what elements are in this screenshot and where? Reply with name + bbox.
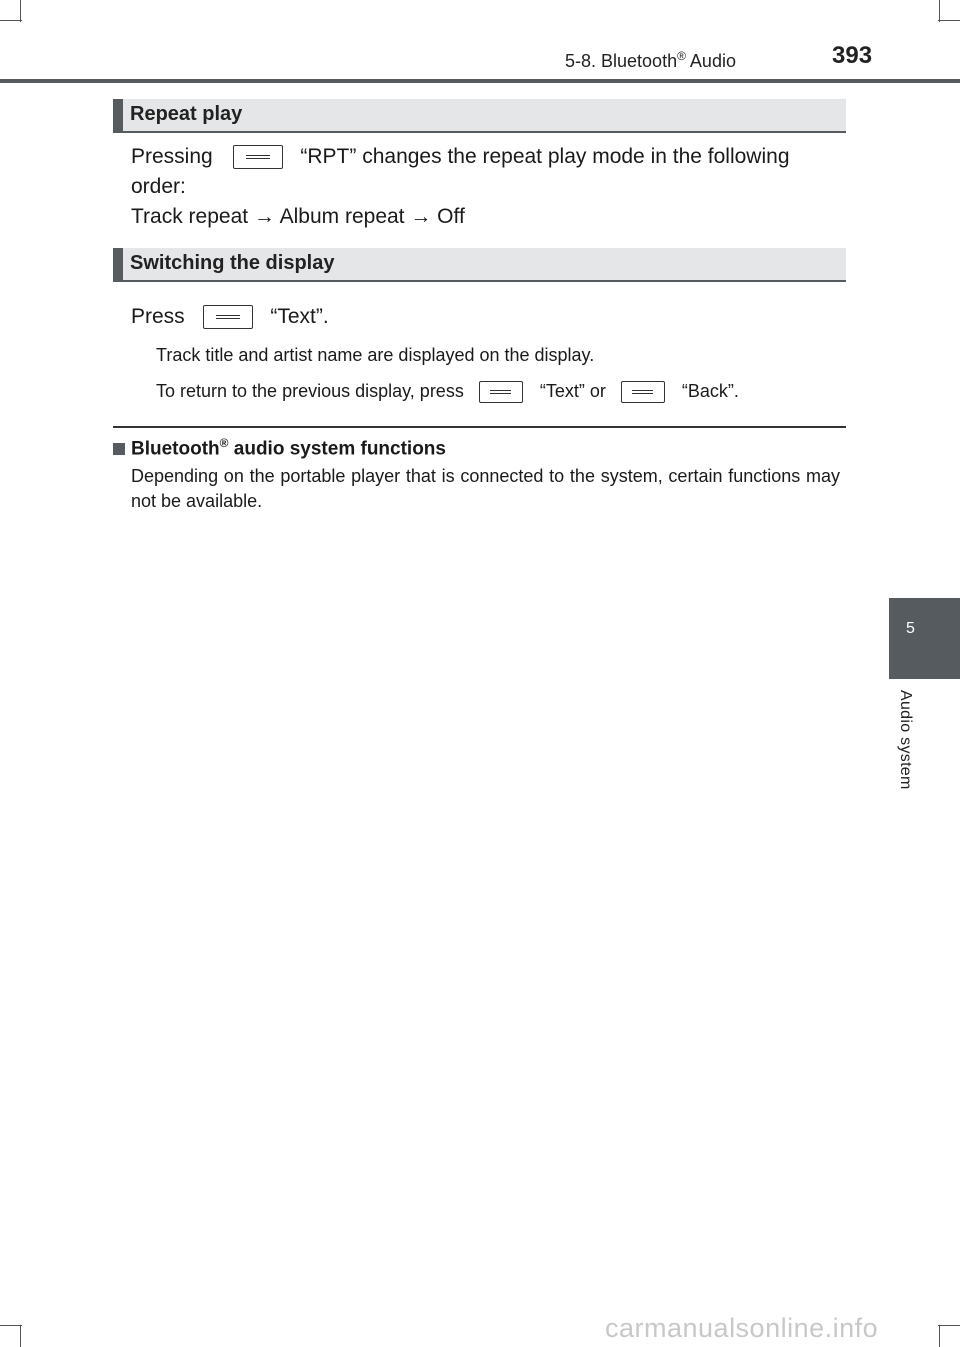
chapter-tab: [889, 598, 960, 679]
crop-mark: [939, 0, 940, 22]
screen-button-icon: [479, 381, 523, 403]
chapter-label: Audio system: [897, 690, 914, 790]
repeat-play-instructions: [131, 142, 843, 232]
page-number: 393: [832, 42, 873, 69]
crop-mark: [938, 1325, 960, 1326]
section-heading-switching-display: [113, 248, 846, 282]
repeat-line-1: Pressing “RPT” changes the repeat play mode in the following: [131, 145, 790, 168]
repeat-line-2: order:: [131, 175, 186, 198]
repeat-line-3: Track repeat → Album repeat → Off: [131, 205, 465, 228]
switching-info: Track title and artist name are displayed on the display.: [156, 345, 595, 365]
crop-mark: [20, 1325, 21, 1347]
section-divider: [113, 426, 846, 428]
section-header: 5-8. Bluetooth® Audio: [565, 49, 736, 71]
header-rule: [0, 79, 960, 83]
section-heading-text: Switching the display: [130, 252, 335, 274]
crop-mark: [939, 1325, 940, 1347]
switching-press-line: Press “Text”.: [131, 305, 329, 328]
crop-mark: [938, 20, 960, 21]
crop-mark: [20, 0, 21, 22]
crop-mark: [0, 20, 22, 21]
chapter-number: 5: [906, 620, 915, 637]
watermark: carmanualsonline.info: [605, 1313, 879, 1343]
section-heading-repeat-play: [113, 99, 846, 133]
note-heading: Bluetooth® audio system functions: [113, 436, 446, 460]
note-body: Depending on the portable player that is connected to the system, certain functions may not be available.: [131, 466, 840, 511]
square-bullet-icon: [113, 443, 125, 455]
section-heading-text: Repeat play: [130, 103, 243, 125]
crop-mark: [0, 1325, 22, 1326]
screen-button-icon: [203, 305, 253, 329]
screen-button-icon: [621, 381, 665, 403]
screen-button-icon: [233, 145, 283, 169]
switching-return: To return to the previous display, press “Text” or “Back”.: [156, 381, 739, 403]
